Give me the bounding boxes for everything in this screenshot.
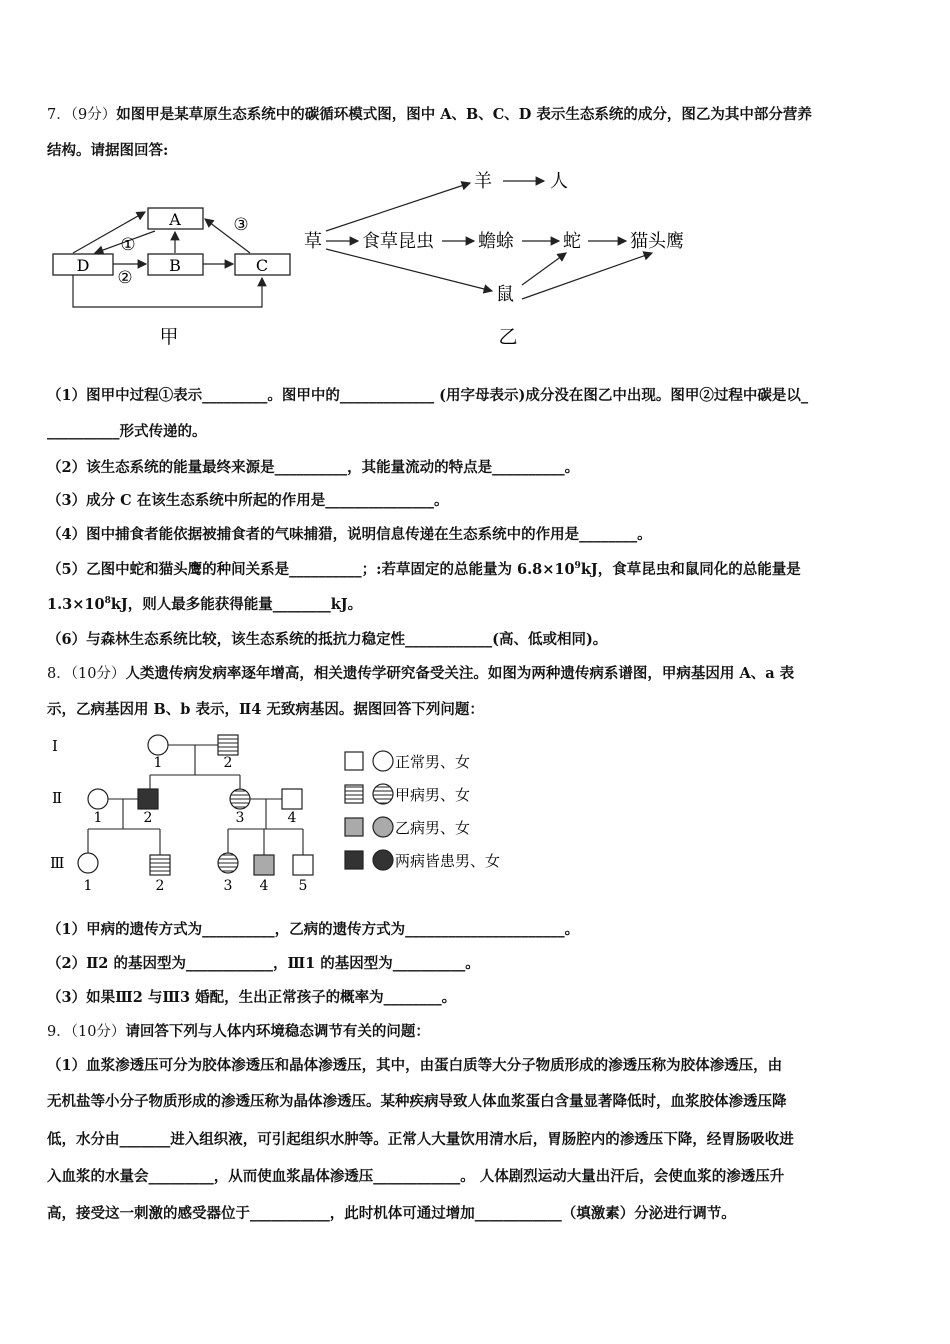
q7-stem-text-1: 如图甲是某草原生态系统中的碳循环模式图，图中 A、B、C、D 表示生态系统的成分，图乙为其中部分营养 xyxy=(116,106,812,123)
figure-yi-food-web xyxy=(300,165,710,355)
gen3-id-2: 2 xyxy=(155,878,165,894)
q7-part6: （6）与森林生态系统比较，该生态系统的抵抗力稳定性____________(高、低或相同)。 xyxy=(47,631,608,648)
process-1: ① xyxy=(120,235,136,255)
box-d-label: D xyxy=(76,256,90,275)
gen1-female-1-normal xyxy=(148,735,168,755)
q9-line-4: 入血浆的水量会_________，从而使血浆晶体渗透压____________。 人体剧烈运动大量出汗后，会使血浆的渗透压升 xyxy=(47,1168,785,1185)
q9-number: 9． xyxy=(47,1024,71,1040)
box-a-label: A xyxy=(169,210,181,229)
box-b-label: B xyxy=(169,256,181,275)
gen2-male-4-normal xyxy=(282,789,302,809)
figure-jia-label: 甲 xyxy=(159,326,179,348)
gen2-female-3-disease-a xyxy=(230,789,250,809)
q7-number: 7． xyxy=(47,107,71,123)
q9-line-2: 无机盐等小分子物质形成的渗透压称为晶体渗透压。某种疾病导致人体血浆蛋白含量显著降低时，血浆胶体渗透压降 xyxy=(47,1093,787,1110)
gen1-id-2: 2 xyxy=(223,755,233,771)
q7-points: （9分） xyxy=(70,107,117,123)
q7-part5-line-1 xyxy=(47,558,801,579)
node-owl: 猫头鹰 xyxy=(630,231,684,252)
legend-normal-female xyxy=(373,751,393,771)
q7-part3: （3）成分 C 在该生态系统中所起的作用是_______________。 xyxy=(47,492,449,509)
gen2-female-1-normal xyxy=(88,789,108,809)
q8-stem-text-1: 人类遗传病发病率逐年增高，相关遗传学研究备受关注。如图为两种遗传病系谱图，甲病基因用 A、a 表 xyxy=(125,665,795,682)
legend-disease-b-label: 乙病男、女 xyxy=(395,819,471,837)
legend-normal-label: 正常男、女 xyxy=(395,753,471,771)
q7-stem-line-1 xyxy=(47,103,812,124)
node-mouse: 鼠 xyxy=(496,284,514,305)
arrow-grass-mouse xyxy=(326,249,492,291)
q7-part1-line-2: __________形式传递的。 xyxy=(47,423,207,440)
gen3-male-2-disease-a xyxy=(150,855,170,875)
node-human: 人 xyxy=(550,171,568,192)
q8-stem-line-2: 示，乙病基因用 B、b 表示，Ⅱ4 无致病基因。据图回答下列问题： xyxy=(47,701,484,718)
gen-label-1: Ⅰ xyxy=(52,737,58,755)
figure-yi-label: 乙 xyxy=(498,326,518,348)
q8-part1: （1）甲病的遗传方式为__________，乙病的遗传方式为______________________。 xyxy=(47,921,580,938)
process-3: ③ xyxy=(233,215,249,235)
q7-part5-text-1: （5）乙图中蛇和猫头鹰的种间关系是__________；:若草固定的总能量为 6.8×10 xyxy=(47,561,575,578)
legend-disease-a-label: 甲病男、女 xyxy=(395,786,471,804)
q7-part4: （4）图中捕食者能依据被捕食者的气味捕猎，说明信息传递在生态系统中的作用是________。 xyxy=(47,526,652,543)
legend-disease-b-male xyxy=(345,818,363,836)
node-insect: 食草昆虫 xyxy=(362,231,434,252)
legend-disease-b-female xyxy=(373,817,393,837)
gen3-female-3-disease-a xyxy=(218,853,238,873)
node-grass: 草 xyxy=(304,231,322,252)
q7-part2: （2）该生态系统的能量最终来源是__________，其能量流动的特点是__________。 xyxy=(47,459,580,476)
node-toad: 蟾蜍 xyxy=(478,231,514,252)
box-c-label: C xyxy=(255,256,269,275)
arrow-mouse-owl xyxy=(522,253,652,299)
legend-both-female xyxy=(373,850,393,870)
arrow-d-to-c-bottom xyxy=(73,275,262,307)
gen3-female-1-normal xyxy=(78,853,98,873)
q7-part1-line-1: （1）图甲中过程①表示_________。图甲中的_____________ (用字母表示)成分没在图乙中出现。图甲②过程中碳是以_ xyxy=(47,387,809,404)
q9-stem xyxy=(47,1020,430,1041)
gen3-id-5: 5 xyxy=(298,878,308,894)
gen2-id-3: 3 xyxy=(235,810,245,826)
q7-part5-exp-1: 9 xyxy=(574,561,581,572)
q9-points: （10分） xyxy=(70,1024,126,1040)
node-sheep: 羊 xyxy=(474,171,492,192)
q9-stem-text: 请回答下列与人体内环境稳态调节有关的问题： xyxy=(125,1023,430,1040)
legend-disease-a-male xyxy=(345,785,363,803)
q7-part5-text-3: 1.3×10 xyxy=(47,596,105,613)
legend-both-male xyxy=(345,851,363,869)
figure-jia-carbon-cycle xyxy=(45,195,305,355)
gen1-id-1: 1 xyxy=(153,755,163,771)
q9-line-3: 低，水分由_______进入组织液，可引起组织水肿等。正常人大量饮用清水后，胃肠腔内的渗透压下降，经胃肠吸收进 xyxy=(47,1131,794,1148)
gen3-id-4: 4 xyxy=(259,878,269,894)
pedigree-chart xyxy=(40,725,540,900)
legend-normal-male xyxy=(345,752,363,770)
gen3-id-3: 3 xyxy=(223,878,233,894)
gen2-id-2: 2 xyxy=(143,810,153,826)
arrow-grass-sheep xyxy=(326,183,470,231)
gen3-id-1: 1 xyxy=(83,878,93,894)
q8-number: 8． xyxy=(47,666,71,682)
legend-disease-a-female xyxy=(373,784,393,804)
q9-line-1: （1）血浆渗透压可分为胶体渗透压和晶体渗透压，其中，由蛋白质等大分子物质形成的渗透压称为胶体渗透压，由 xyxy=(47,1057,783,1074)
gen3-male-4-disease-b xyxy=(254,855,274,875)
node-snake: 蛇 xyxy=(563,231,581,252)
gen2-male-2-both xyxy=(138,789,158,809)
legend-both-label: 两病皆患男、女 xyxy=(395,852,501,870)
q7-part5-line-2 xyxy=(47,593,362,614)
q8-stem-line-1 xyxy=(47,662,794,683)
gen-label-3: Ⅲ xyxy=(50,854,65,872)
q9-line-5: 高，接受这一刺激的感受器位于___________，此时机体可通过增加____________（填激素）分泌进行调节。 xyxy=(47,1205,736,1222)
arrow-mouse-snake xyxy=(522,253,566,285)
q7-part5-text-4: kJ，则人最多能获得能量________kJ。 xyxy=(110,596,363,613)
gen3-male-5-normal xyxy=(293,855,313,875)
q8-part3: （3）如果Ⅲ2 与Ⅲ3 婚配，生出正常孩子的概率为________。 xyxy=(47,989,457,1006)
q8-points: （10分） xyxy=(70,666,126,682)
gen2-id-4: 4 xyxy=(287,810,297,826)
q7-stem-line-2: 结构。请据图回答: xyxy=(47,142,169,159)
process-2: ② xyxy=(117,268,133,288)
q7-part5-exp-2: 8 xyxy=(104,596,111,607)
q8-part2: （2）Ⅱ2 的基因型为____________，Ⅲ1 的基因型为__________。 xyxy=(47,955,480,972)
gen-label-2: Ⅱ xyxy=(52,789,63,807)
q7-part5-text-2: kJ，食草昆虫和鼠同化的总能量是 xyxy=(580,561,801,578)
gen1-male-2-disease-a xyxy=(218,735,238,755)
gen2-id-1: 1 xyxy=(93,810,103,826)
